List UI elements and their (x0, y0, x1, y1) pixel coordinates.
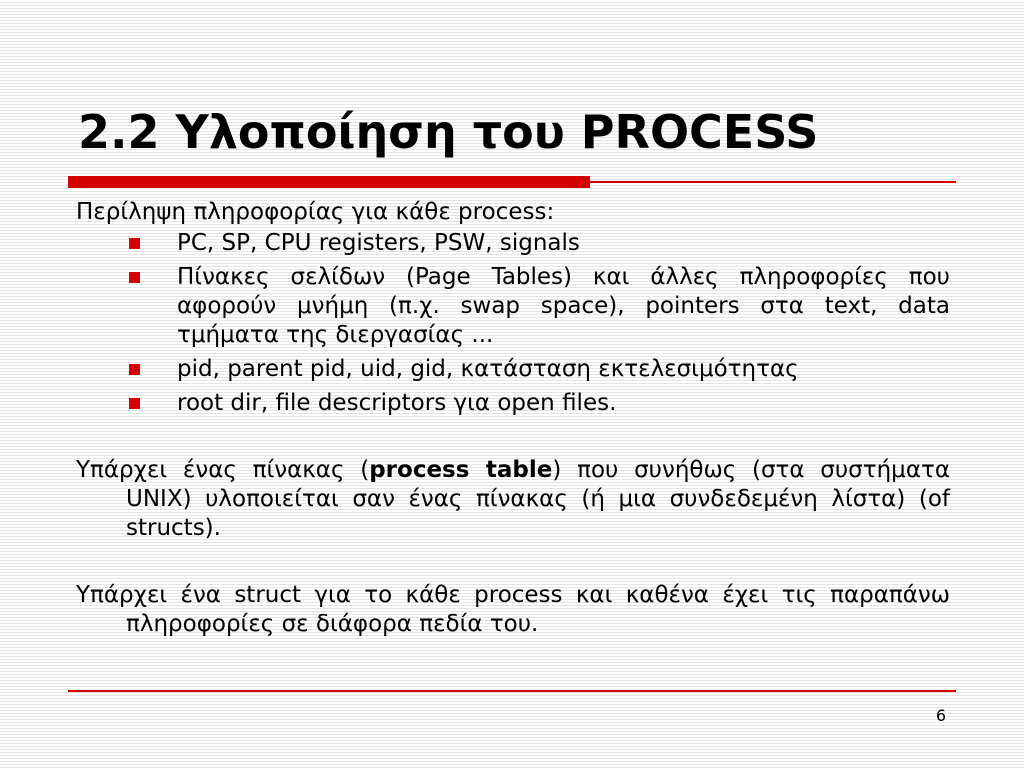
red-square-bullet-icon (129, 364, 140, 375)
title-underline-bar (68, 176, 590, 188)
process-table-term: process table (369, 457, 553, 483)
bullet-item-registers (177, 229, 950, 258)
process-table-text-after: ) που συνήθως (στα συστήματα UNIX) υλοποιείται σαν ένας πίνακας (ή μια συνδεδεμένη λίστα) (of structs). (126, 457, 950, 541)
process-table-paragraph (76, 456, 950, 543)
bullet-text: PC, SP, CPU registers, PSW, signals (177, 230, 580, 256)
red-square-bullet-icon (129, 272, 140, 283)
slide-body (76, 198, 950, 639)
slide-title: 2.2 Υλοποίηση του PROCESS (78, 105, 819, 159)
intro-text: Περίληψη πληροφορίας για κάθε process: (76, 199, 555, 225)
bullet-item-root-dir (177, 389, 950, 418)
bullet-text: root dir, file descriptors για open files. (177, 390, 617, 416)
bullet-text: Πίνακες σελίδων (Page Tables) και άλλες πληροφορίες που αφορούν μνήμη (π.χ. swap space), pointers στα text, data τμήματα της διεργασίας ... (177, 264, 950, 348)
struct-paragraph: Υπάρχει ένα struct για το κάθε process και καθένα έχει τις παραπάνω πληροφορίες σε διάφορα πεδία του. (76, 582, 950, 637)
footer-divider (68, 690, 956, 692)
bullet-list (76, 229, 950, 418)
bullet-item-ids (177, 355, 950, 384)
red-square-bullet-icon (129, 398, 140, 409)
red-square-bullet-icon (129, 238, 140, 249)
page-number: 6 (935, 706, 946, 725)
process-table-text-before: Υπάρχει ένας πίνακας ( (76, 457, 370, 483)
title-underline-line (590, 181, 956, 183)
bullet-item-page-tables (177, 263, 950, 350)
bullet-text: pid, parent pid, uid, gid, κατάσταση εκτελεσιμότητας (177, 356, 799, 382)
